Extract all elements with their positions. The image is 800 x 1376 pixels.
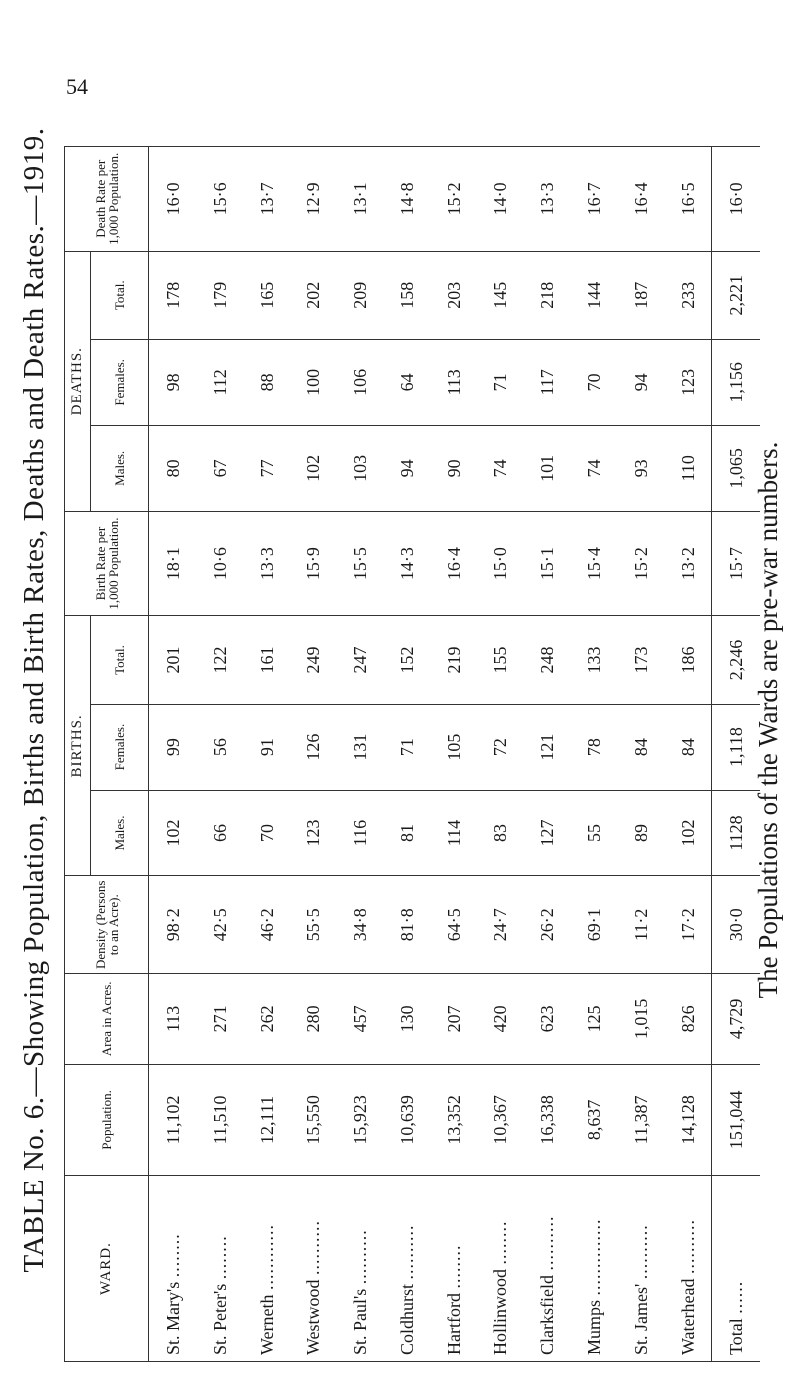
ward-name: Coldhurst	[396, 1283, 417, 1355]
table-row	[149, 147, 197, 1362]
d-females-cell: 70	[570, 339, 617, 425]
b-females-cell: 126	[290, 704, 337, 790]
area-cell: 125	[570, 974, 617, 1065]
density-cell: 30·0	[712, 876, 760, 974]
ward-name: Waterhead	[677, 1278, 698, 1355]
d-total-cell: 2,221	[712, 251, 760, 339]
table-body	[149, 147, 761, 1362]
b-females-cell: 78	[570, 704, 617, 790]
death-rate-cell: 15·2	[430, 147, 477, 252]
death-rate-cell: 12·9	[290, 147, 337, 252]
leader-dots: ........	[490, 1220, 511, 1265]
header-births-females: Females.	[91, 704, 149, 790]
d-females-cell: 123	[664, 339, 712, 425]
header-birth-rate: Birth Rate per 1,000 Population.	[65, 511, 149, 616]
header-ward: WARD.	[65, 1176, 149, 1362]
header-deaths-males: Males.	[91, 425, 149, 511]
ward-name-cell	[197, 1176, 244, 1362]
b-males-cell: 116	[337, 790, 384, 876]
ward-name: Hartford	[443, 1293, 464, 1355]
b-males-cell: 102	[149, 790, 197, 876]
b-females-cell: 84	[664, 704, 712, 790]
area-cell: 262	[243, 974, 290, 1065]
area-cell: 457	[337, 974, 384, 1065]
d-females-cell: 1,156	[712, 339, 760, 425]
leader-dots: ..........	[350, 1229, 371, 1285]
density-cell: 64·5	[430, 876, 477, 974]
leader-dots: ............	[256, 1223, 277, 1290]
ward-name: Mumps	[583, 1299, 604, 1355]
density-cell: 34·8	[337, 876, 384, 974]
table-row	[430, 147, 477, 1362]
b-males-cell: 127	[524, 790, 571, 876]
birth-rate-cell: 16·4	[430, 511, 477, 616]
header-density: Density (Persons to an Acre).	[65, 876, 149, 974]
ward-name-cell	[383, 1176, 430, 1362]
table-row	[243, 147, 290, 1362]
leader-dots: ..........	[630, 1224, 651, 1280]
area-cell: 271	[197, 974, 244, 1065]
d-males-cell: 110	[664, 425, 712, 511]
birth-rate-cell: 15·2	[617, 511, 664, 616]
b-total-cell: 122	[197, 616, 244, 704]
table-frame	[64, 146, 760, 1362]
d-females-cell: 106	[337, 339, 384, 425]
leader-dots: ......	[726, 1280, 747, 1314]
death-rate-cell: 16·7	[570, 147, 617, 252]
ward-name-cell	[712, 1176, 760, 1362]
d-total-cell: 203	[430, 251, 477, 339]
b-total-cell: 2,246	[712, 616, 760, 704]
table-row	[664, 147, 712, 1362]
ward-name-cell	[243, 1176, 290, 1362]
d-total-cell: 218	[524, 251, 571, 339]
b-males-cell: 55	[570, 790, 617, 876]
area-cell: 113	[149, 974, 197, 1065]
d-females-cell: 98	[149, 339, 197, 425]
table-row	[617, 147, 664, 1362]
b-total-cell: 201	[149, 616, 197, 704]
ward-name: St. Peter's	[209, 1283, 230, 1355]
death-rate-cell: 13·3	[524, 147, 571, 252]
area-cell: 1,015	[617, 974, 664, 1065]
area-cell: 4,729	[712, 974, 760, 1065]
area-cell: 420	[477, 974, 524, 1065]
birth-rate-cell: 15·4	[570, 511, 617, 616]
table-title: TABLE No. 6.—Showing Population, Births and Birth Rates, Deaths and Death Rates.—1919.	[18, 127, 50, 1273]
b-females-cell: 84	[617, 704, 664, 790]
d-total-cell: 179	[197, 251, 244, 339]
ward-name: St. Mary's	[162, 1281, 183, 1355]
birth-rate-cell: 15·0	[477, 511, 524, 616]
table-row	[524, 147, 571, 1362]
d-males-cell: 93	[617, 425, 664, 511]
b-females-cell: 56	[197, 704, 244, 790]
ward-name: Hollinwood	[490, 1268, 511, 1355]
population-cell: 151,044	[712, 1064, 760, 1176]
header-births: BIRTHS.	[65, 616, 91, 876]
d-males-cell: 80	[149, 425, 197, 511]
ward-name-cell	[524, 1176, 571, 1362]
density-cell: 69·1	[570, 876, 617, 974]
area-cell: 130	[383, 974, 430, 1065]
d-total-cell: 165	[243, 251, 290, 339]
d-males-cell: 103	[337, 425, 384, 511]
header-deaths: DEATHS.	[65, 251, 91, 511]
d-males-cell: 1,065	[712, 425, 760, 511]
b-males-cell: 1128	[712, 790, 760, 876]
ward-name-cell	[430, 1176, 477, 1362]
b-females-cell: 131	[337, 704, 384, 790]
header-deaths-total: Total.	[91, 251, 149, 339]
density-cell: 46·2	[243, 876, 290, 974]
leader-dots: ..............	[583, 1218, 604, 1296]
death-rate-cell: 13·1	[337, 147, 384, 252]
birth-rate-cell: 14·3	[383, 511, 430, 616]
population-cell: 15,923	[337, 1064, 384, 1176]
density-cell: 17·2	[664, 876, 712, 974]
page-number: 54	[66, 74, 88, 99]
birth-rate-cell: 15·7	[712, 511, 760, 616]
ward-name-cell	[570, 1176, 617, 1362]
b-males-cell: 102	[664, 790, 712, 876]
b-total-cell: 173	[617, 616, 664, 704]
birth-rate-cell: 15·1	[524, 511, 571, 616]
b-females-cell: 105	[430, 704, 477, 790]
footnote: The Populations of the Wards are pre-war numbers.	[753, 441, 783, 999]
rotated-table-container	[64, 146, 760, 1362]
ward-name: Werneth	[256, 1294, 277, 1355]
d-males-cell: 102	[290, 425, 337, 511]
d-total-cell: 202	[290, 251, 337, 339]
d-males-cell: 101	[524, 425, 571, 511]
density-cell: 11·2	[617, 876, 664, 974]
ward-name-cell	[617, 1176, 664, 1362]
area-cell: 280	[290, 974, 337, 1065]
birth-rate-cell: 10·6	[197, 511, 244, 616]
ward-name-cell	[149, 1176, 197, 1362]
header-births-total: Total.	[91, 616, 149, 704]
density-cell: 26·2	[524, 876, 571, 974]
area-cell: 623	[524, 974, 571, 1065]
b-total-cell: 248	[524, 616, 571, 704]
b-total-cell: 247	[337, 616, 384, 704]
d-males-cell: 74	[570, 425, 617, 511]
density-cell: 55·5	[290, 876, 337, 974]
population-cell: 15,550	[290, 1064, 337, 1176]
d-total-cell: 145	[477, 251, 524, 339]
population-cell: 11,510	[197, 1064, 244, 1176]
density-cell: 81·8	[383, 876, 430, 974]
density-cell: 98·2	[149, 876, 197, 974]
death-rate-cell: 16·0	[712, 147, 760, 252]
death-rate-cell: 16·0	[149, 147, 197, 252]
ward-name-cell	[664, 1176, 712, 1362]
d-total-cell: 187	[617, 251, 664, 339]
population-cell: 11,102	[149, 1064, 197, 1176]
ward-name-cell	[290, 1176, 337, 1362]
area-cell: 207	[430, 974, 477, 1065]
death-rate-cell: 14·8	[383, 147, 430, 252]
death-rate-cell: 16·4	[617, 147, 664, 252]
death-rate-cell: 16·5	[664, 147, 712, 252]
ward-name-cell	[337, 1176, 384, 1362]
population-cell: 13,352	[430, 1064, 477, 1176]
table-row	[383, 147, 430, 1362]
ward-name-cell	[477, 1176, 524, 1362]
ward-name: St. Paul's	[350, 1288, 371, 1355]
d-males-cell: 94	[383, 425, 430, 511]
population-cell: 12,111	[243, 1064, 290, 1176]
b-females-cell: 99	[149, 704, 197, 790]
population-cell: 14,128	[664, 1064, 712, 1176]
b-females-cell: 91	[243, 704, 290, 790]
d-total-cell: 209	[337, 251, 384, 339]
b-males-cell: 89	[617, 790, 664, 876]
table-row	[337, 147, 384, 1362]
d-females-cell: 113	[430, 339, 477, 425]
b-males-cell: 70	[243, 790, 290, 876]
death-rate-cell: 13·7	[243, 147, 290, 252]
total-row	[712, 147, 760, 1362]
d-females-cell: 88	[243, 339, 290, 425]
b-total-cell: 219	[430, 616, 477, 704]
population-cell: 10,639	[383, 1064, 430, 1176]
table-row	[477, 147, 524, 1362]
ward-name: Clarksfield	[537, 1275, 558, 1355]
leader-dots: ..........	[537, 1215, 558, 1271]
d-males-cell: 67	[197, 425, 244, 511]
b-males-cell: 114	[430, 790, 477, 876]
leader-dots: ........	[162, 1233, 183, 1278]
d-females-cell: 100	[290, 339, 337, 425]
ward-name: St. James'	[630, 1283, 651, 1355]
birth-rate-cell: 15·9	[290, 511, 337, 616]
d-males-cell: 90	[430, 425, 477, 511]
d-total-cell: 144	[570, 251, 617, 339]
ward-name: Westwood	[303, 1279, 324, 1355]
b-females-cell: 71	[383, 704, 430, 790]
d-females-cell: 64	[383, 339, 430, 425]
table-row	[570, 147, 617, 1362]
b-total-cell: 133	[570, 616, 617, 704]
d-total-cell: 233	[664, 251, 712, 339]
leader-dots: ..........	[303, 1219, 324, 1275]
b-males-cell: 83	[477, 790, 524, 876]
header-area: Area in Acres.	[65, 974, 149, 1065]
b-total-cell: 249	[290, 616, 337, 704]
table-row	[197, 147, 244, 1362]
d-males-cell: 74	[477, 425, 524, 511]
density-cell: 24·7	[477, 876, 524, 974]
d-females-cell: 71	[477, 339, 524, 425]
leader-dots: ..........	[396, 1224, 417, 1280]
d-females-cell: 94	[617, 339, 664, 425]
d-total-cell: 158	[383, 251, 430, 339]
birth-rate-cell: 13·3	[243, 511, 290, 616]
population-births-deaths-table	[64, 146, 760, 1362]
density-cell: 42·5	[197, 876, 244, 974]
birth-rate-cell: 18·1	[149, 511, 197, 616]
d-males-cell: 77	[243, 425, 290, 511]
b-females-cell: 72	[477, 704, 524, 790]
d-females-cell: 112	[197, 339, 244, 425]
header-births-males: Males.	[91, 790, 149, 876]
header-deaths-females: Females.	[91, 339, 149, 425]
b-males-cell: 123	[290, 790, 337, 876]
death-rate-cell: 14·0	[477, 147, 524, 252]
b-total-cell: 186	[664, 616, 712, 704]
b-males-cell: 66	[197, 790, 244, 876]
birth-rate-cell: 15·5	[337, 511, 384, 616]
b-females-cell: 121	[524, 704, 571, 790]
d-total-cell: 178	[149, 251, 197, 339]
b-females-cell: 1,118	[712, 704, 760, 790]
population-cell: 16,338	[524, 1064, 571, 1176]
birth-rate-cell: 13·2	[664, 511, 712, 616]
b-total-cell: 152	[383, 616, 430, 704]
b-males-cell: 81	[383, 790, 430, 876]
population-cell: 11,387	[617, 1064, 664, 1176]
header-death-rate: Death Rate per 1,000 Population.	[65, 147, 149, 252]
leader-dots: ........	[209, 1235, 230, 1280]
b-total-cell: 161	[243, 616, 290, 704]
b-total-cell: 155	[477, 616, 524, 704]
ward-name: Total	[726, 1318, 747, 1355]
population-cell: 8,637	[570, 1064, 617, 1176]
table-row	[290, 147, 337, 1362]
d-females-cell: 117	[524, 339, 571, 425]
area-cell: 826	[664, 974, 712, 1065]
leader-dots: ........	[443, 1244, 464, 1289]
header-population: Population.	[65, 1064, 149, 1176]
death-rate-cell: 15·6	[197, 147, 244, 252]
leader-dots: ..........	[677, 1219, 698, 1274]
population-cell: 10,367	[477, 1064, 524, 1176]
